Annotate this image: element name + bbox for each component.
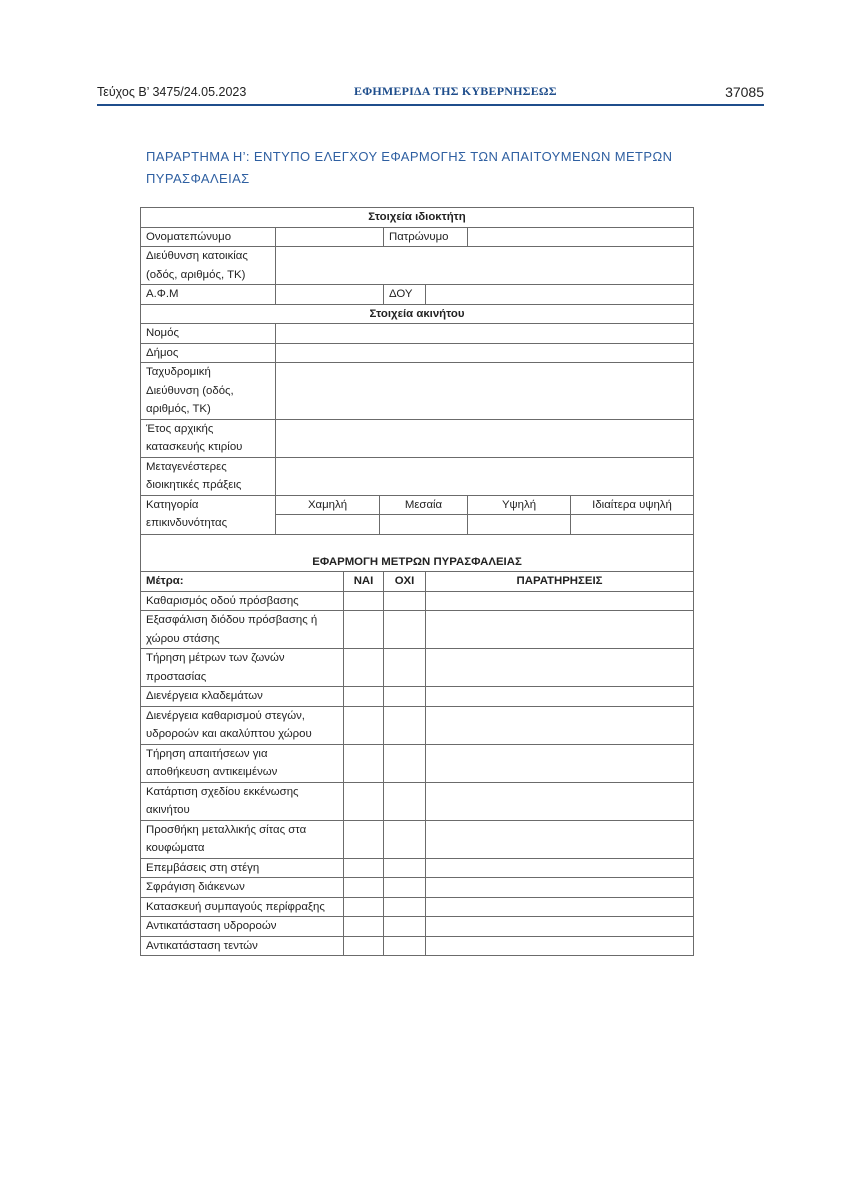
measure-yes-cell[interactable] (344, 897, 384, 917)
measure-yes-cell[interactable] (344, 936, 384, 956)
construction-year-field[interactable] (276, 419, 694, 457)
measure-label-evacuation-plan (141, 782, 344, 820)
measure-yes-cell[interactable] (344, 744, 384, 782)
measure-yes-cell[interactable] (344, 591, 384, 611)
measure-text-line-1: Προσθήκη μεταλλικής σίτας στα (146, 823, 307, 836)
measure-text-line-1: Εξασφάλιση διόδου πρόσβασης ή (146, 614, 318, 626)
measure-label-metal-mesh (141, 820, 344, 858)
annex-title-line-2: ΠΥΡΑΣΦΑΛΕΙΑΣ (146, 171, 250, 186)
measure-no-cell[interactable] (384, 858, 426, 878)
afm-label: Α.Φ.Μ (141, 285, 276, 305)
measures-section-title: ΕΦΑΡΜΟΓΗ ΜΕΤΡΩΝ ΠΥΡΑΣΦΑΛΕΙΑΣ (141, 534, 694, 572)
measure-label-access-road (141, 591, 344, 611)
risk-level-high: Υψηλή (468, 495, 571, 515)
postal-address-field[interactable] (276, 363, 694, 420)
municipality-label: Δήμος (141, 343, 276, 363)
measure-yes-cell[interactable] (344, 782, 384, 820)
property-section-title: Στοιχεία ακινήτου (141, 304, 694, 324)
measure-no-cell[interactable] (384, 706, 426, 744)
measure-notes-cell[interactable] (426, 744, 694, 782)
risk-level-low: Χαμηλή (276, 495, 380, 515)
measure-notes-cell[interactable] (426, 611, 694, 649)
municipality-field[interactable] (276, 343, 694, 363)
measure-label-solid-fence (141, 897, 344, 917)
measure-no-cell[interactable] (384, 744, 426, 782)
measure-yes-cell[interactable] (344, 611, 384, 649)
prefecture-label: Νομός (141, 324, 276, 344)
measure-label-pruning (141, 687, 344, 707)
home-address-label-line-1: Διεύθυνση κατοικίας (146, 250, 248, 262)
risk-high-checkbox[interactable] (468, 515, 571, 535)
measure-yes-cell[interactable] (344, 820, 384, 858)
postal-address-label-line-3: αριθμός, ΤΚ) (146, 403, 211, 415)
measure-text-line-1: Διενέργεια καθαρισμού στεγών, (146, 709, 305, 722)
measure-text-line-2: ακινήτου (146, 804, 190, 816)
measure-notes-cell[interactable] (426, 936, 694, 956)
construction-year-label (141, 419, 276, 457)
annex-title (146, 146, 706, 190)
measure-notes-cell[interactable] (426, 897, 694, 917)
measure-text-line-1: Καθαρισμός οδού πρόσβασης (146, 594, 299, 607)
doy-field[interactable] (426, 285, 694, 305)
admin-acts-label-line-1: Μεταγενέστερες (146, 460, 227, 473)
fullname-field[interactable] (276, 227, 384, 247)
home-address-field[interactable] (276, 247, 694, 285)
notes-column-header: ΠΑΡΑΤΗΡΗΣΕΙΣ (426, 572, 694, 592)
afm-field[interactable] (276, 285, 384, 305)
measure-notes-cell[interactable] (426, 917, 694, 937)
doy-label: ΔΟΥ (384, 285, 426, 305)
page-number: 37085 (725, 84, 764, 100)
measure-no-cell[interactable] (384, 917, 426, 937)
annex-title-line-1: ΠΑΡΑΡΤΗΜΑ Η’: ΕΝΤΥΠΟ ΕΛΕΓΧΟΥ ΕΦΑΡΜΟΓΗΣ ΤΩΝ ΑΠΑΙΤΟΥΜΕΝΩΝ ΜΕΤΡΩΝ (146, 149, 673, 164)
issue-reference: Τεύχος Β’ 3475/24.05.2023 (97, 85, 247, 99)
measure-no-cell[interactable] (384, 649, 426, 687)
measure-notes-cell[interactable] (426, 878, 694, 898)
measure-no-cell[interactable] (384, 820, 426, 858)
risk-level-very-high: Ιδιαίτερα υψηλή (571, 495, 694, 515)
no-column-header: ΟΧΙ (384, 572, 426, 592)
measure-text-line-2: χώρου στάσης (146, 632, 220, 645)
measure-yes-cell[interactable] (344, 878, 384, 898)
measure-no-cell[interactable] (384, 782, 426, 820)
risk-very-high-checkbox[interactable] (571, 515, 694, 535)
measure-label-gap-sealing (141, 878, 344, 898)
measure-text-line-1: Τήρηση απαιτήσεων για (146, 747, 268, 760)
measure-notes-cell[interactable] (426, 591, 694, 611)
measure-text-line-1: Επεμβάσεις στη στέγη (146, 861, 260, 874)
measure-label-roof-works (141, 858, 344, 878)
measure-text-line-2: προστασίας (146, 670, 207, 683)
measure-no-cell[interactable] (384, 897, 426, 917)
admin-acts-field[interactable] (276, 457, 694, 495)
risk-medium-checkbox[interactable] (380, 515, 468, 535)
fire-safety-checklist-form (140, 207, 693, 952)
home-address-label (141, 247, 276, 285)
risk-category-label (141, 495, 276, 534)
home-address-label-line-2: (οδός, αριθμός, ΤΚ) (146, 268, 246, 281)
measure-text-line-2: αποθήκευση αντικειμένων (146, 766, 278, 778)
measure-no-cell[interactable] (384, 611, 426, 649)
measure-notes-cell[interactable] (426, 820, 694, 858)
postal-address-label-line-1: Ταχυδρομική (146, 366, 211, 378)
measure-label-protection-zones (141, 649, 344, 687)
measure-text-line-1: Διενέργεια κλαδεμάτων (146, 690, 263, 702)
postal-address-label (141, 363, 276, 420)
measure-yes-cell[interactable] (344, 917, 384, 937)
admin-acts-label (141, 457, 276, 495)
admin-acts-label-line-2: διοικητικές πράξεις (146, 479, 242, 491)
measure-no-cell[interactable] (384, 878, 426, 898)
measure-no-cell[interactable] (384, 936, 426, 956)
yes-column-header: ΝΑΙ (344, 572, 384, 592)
risk-category-label-line-2: επικινδυνότητας (146, 517, 228, 529)
measure-label-awning-replacement (141, 936, 344, 956)
measure-text-line-1: Σφράγιση διάκενων (146, 881, 245, 893)
father-name-field[interactable] (468, 227, 694, 247)
measure-notes-cell[interactable] (426, 706, 694, 744)
measures-column-header: Μέτρα: (141, 572, 344, 592)
page-header (97, 82, 764, 106)
measure-text-line-1: Αντικατάσταση τεντών (146, 939, 258, 952)
construction-year-label-line-2: κατασκευής κτιρίου (146, 441, 243, 453)
measure-no-cell[interactable] (384, 591, 426, 611)
prefecture-field[interactable] (276, 324, 694, 344)
measure-text-line-1: Κατασκευή συμπαγούς περίφραξης (146, 900, 325, 913)
measure-notes-cell[interactable] (426, 687, 694, 707)
measure-text-line-1: Αντικατάσταση υδρορoών (146, 920, 277, 932)
measure-text-line-2: υδρορoών και ακαλύπτου χώρου (146, 728, 312, 740)
gazette-title: ΕΦΗΜΕΡΙΔΑ ΤΗΣ ΚΥΒΕΡΝΗΣΕΩΣ (354, 84, 557, 98)
measure-label-gutter-replacement (141, 917, 344, 937)
measure-yes-cell[interactable] (344, 649, 384, 687)
postal-address-label-line-2: Διεύθυνση (οδός, (146, 384, 234, 397)
owner-section-title: Στοιχεία ιδιοκτήτη (141, 208, 694, 228)
measure-label-storage (141, 744, 344, 782)
construction-year-label-line-1: Έτος αρχικής (146, 422, 214, 435)
measure-text-line-1: Τήρηση μέτρων των ζωνών (146, 652, 285, 664)
measure-notes-cell[interactable] (426, 782, 694, 820)
measure-yes-cell[interactable] (344, 706, 384, 744)
measure-notes-cell[interactable] (426, 858, 694, 878)
measure-notes-cell[interactable] (426, 649, 694, 687)
measure-yes-cell[interactable] (344, 858, 384, 878)
fullname-label: Ονοματεπώνυμο (141, 227, 276, 247)
checklist-table (140, 207, 694, 956)
measure-text-line-2: κουφώματα (146, 842, 205, 854)
measure-label-roof-cleaning (141, 706, 344, 744)
risk-level-medium: Μεσαία (380, 495, 468, 515)
measure-text-line-1: Κατάρτιση σχεδίου εκκένωσης (146, 785, 299, 798)
measure-no-cell[interactable] (384, 687, 426, 707)
risk-low-checkbox[interactable] (276, 515, 380, 535)
risk-category-label-line-1: Κατηγορία (146, 498, 199, 511)
measure-yes-cell[interactable] (344, 687, 384, 707)
father-name-label: Πατρώνυμο (384, 227, 468, 247)
measure-label-access-passage (141, 611, 344, 649)
